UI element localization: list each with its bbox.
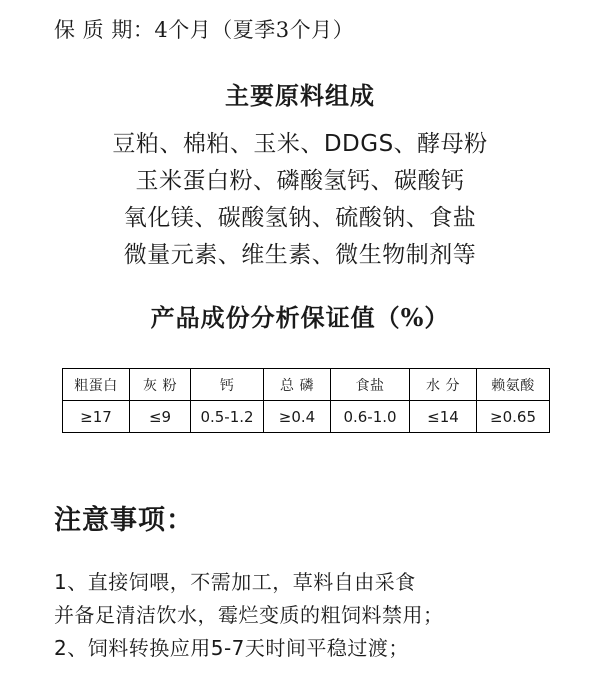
ingredients-section-title: 主要原料组成 xyxy=(225,81,375,110)
table-header-cell: 钙 xyxy=(191,369,264,401)
notes-line: 1、直接饲喂，不需加工，草料自由采食 xyxy=(54,570,416,594)
ingredients-list xyxy=(0,126,600,274)
table-header-cell: 食盐 xyxy=(331,369,410,401)
table-value-cell: ≥0.4 xyxy=(264,401,331,433)
table-value-cell: ≥17 xyxy=(63,401,130,433)
table-header-cell: 灰 粉 xyxy=(130,369,191,401)
table-value-cell: 0.5-1.2 xyxy=(191,401,264,433)
table-header-cell: 水 分 xyxy=(410,369,477,401)
analysis-table xyxy=(62,368,550,433)
notes-line: 2、饲料转换应用5-7天时间平稳过渡； xyxy=(54,636,409,660)
table-value-cell: ≤14 xyxy=(410,401,477,433)
table-header-cell: 粗蛋白 xyxy=(63,369,130,401)
table-value-cell: ≥0.65 xyxy=(477,401,550,433)
table-value-cell: 0.6-1.0 xyxy=(331,401,410,433)
table-row-values xyxy=(63,401,550,433)
shelf-life-text: 保 质 期：4个月（夏季3个月） xyxy=(54,18,355,42)
table-value-cell: ≤9 xyxy=(130,401,191,433)
notes-line: 并备足清洁饮水，霉烂变质的粗饲料禁用； xyxy=(54,603,444,627)
notes-section-title: 注意事项： xyxy=(54,505,194,536)
notes-list xyxy=(54,566,564,665)
table-header-cell: 赖氨酸 xyxy=(477,369,550,401)
table-header-cell: 总 磷 xyxy=(264,369,331,401)
ingredients-line: 玉米蛋白粉、磷酸氢钙、碳酸钙 xyxy=(135,168,465,194)
ingredients-line: 氧化镁、碳酸氢钠、硫酸钠、食盐 xyxy=(123,205,477,231)
analysis-table-wrapper xyxy=(62,368,542,433)
table-row-headers xyxy=(63,369,550,401)
ingredients-line: 微量元素、维生素、微生物制剂等 xyxy=(123,242,477,268)
analysis-section-title: 产品成份分析保证值（%） xyxy=(150,303,450,332)
ingredients-line: 豆粕、棉粕、玉米、DDGS、酵母粉 xyxy=(112,131,488,157)
